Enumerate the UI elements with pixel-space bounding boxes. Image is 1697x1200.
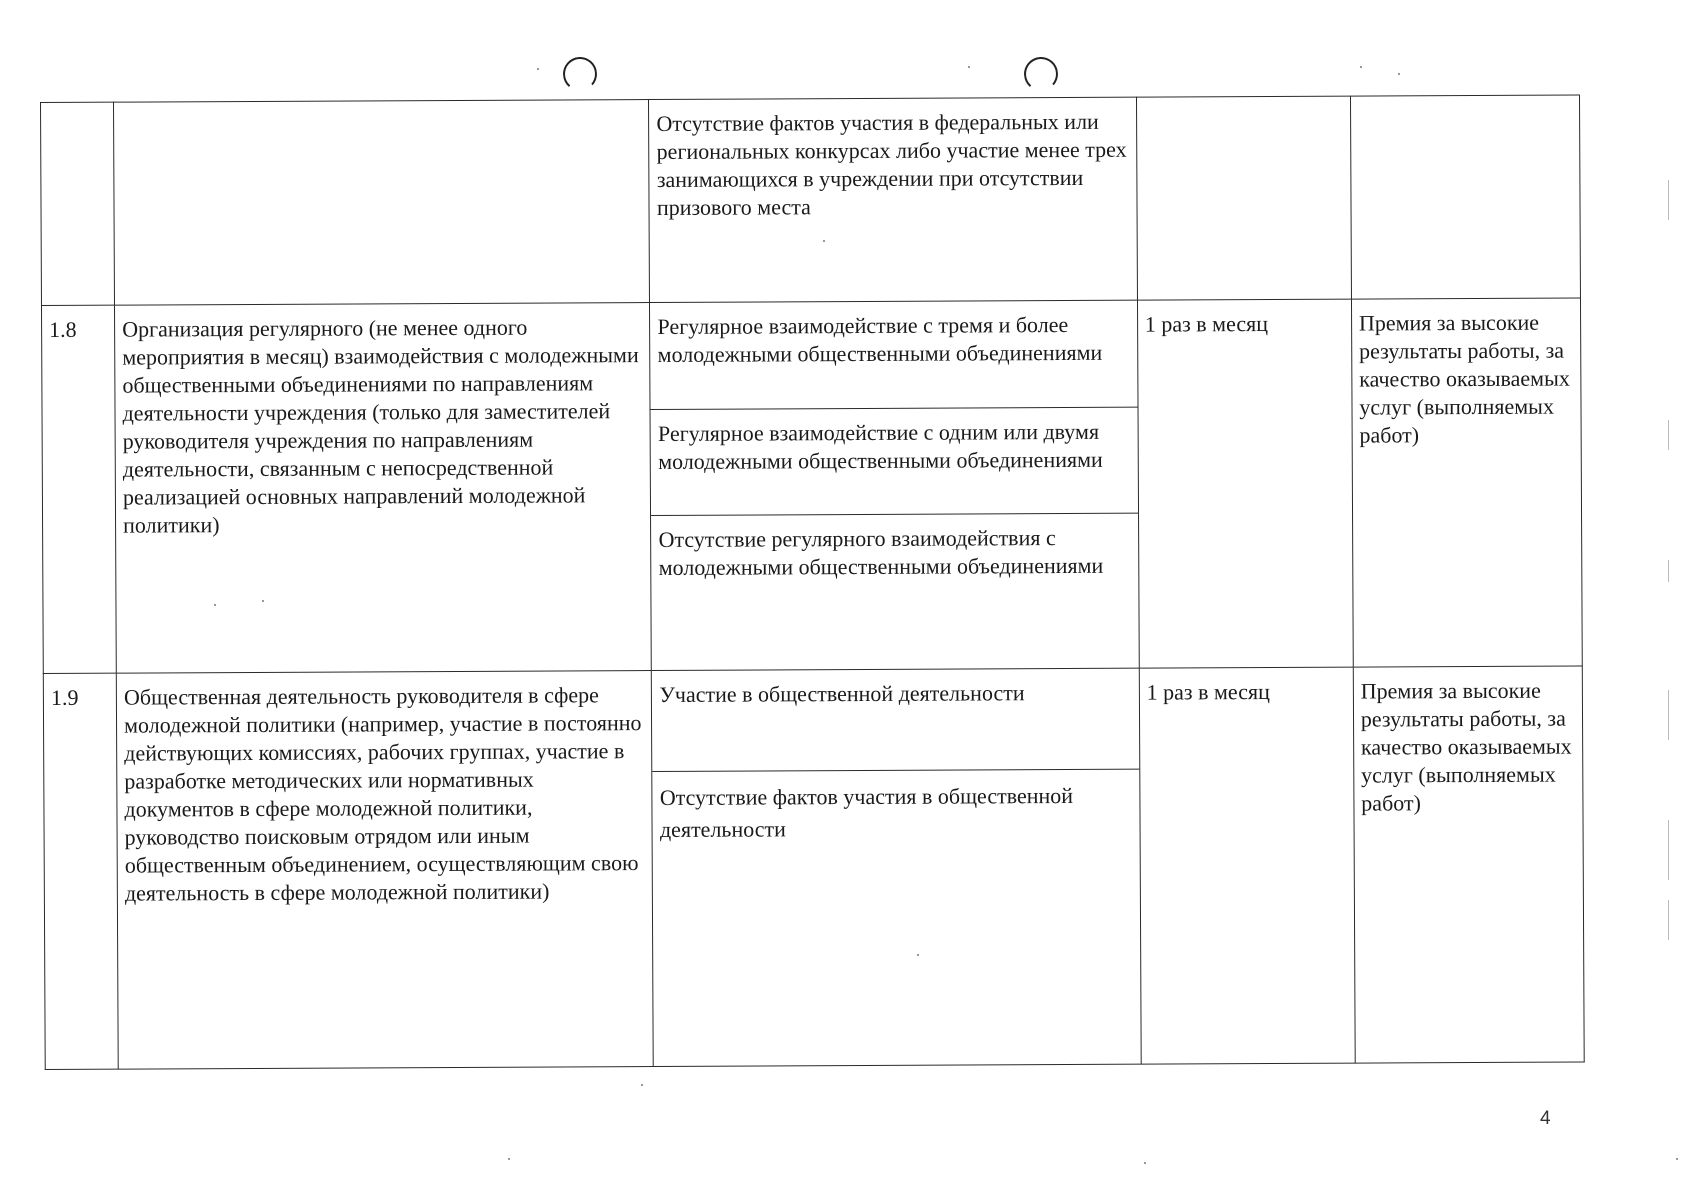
criterion-cell: Отсутствие регулярного взаимодействия с молодежными общественными объединениями — [658, 524, 1104, 580]
scan-speck — [537, 68, 539, 70]
scan-speck — [968, 66, 970, 68]
scan-speck — [1360, 66, 1362, 68]
scan-edge-mark — [1668, 820, 1669, 880]
scan-speck — [1676, 1158, 1678, 1160]
criterion-cell: Регулярное взаимодействие с одним или двумя молодежными общественными объединениями — [651, 407, 1138, 515]
punch-hole-left — [562, 56, 598, 92]
indicator-name-cell — [114, 100, 650, 306]
scan-edge-mark — [1668, 560, 1669, 582]
payment-cell: Премия за высокие результаты работы, за качество оказываемых услуг (выполняемых работ) — [1351, 298, 1582, 667]
scan-edge-mark — [1668, 420, 1669, 450]
criteria-table — [40, 94, 1585, 1070]
table-row — [41, 95, 1581, 306]
period-cell: 1 раз в месяц — [1137, 299, 1353, 668]
page-number: 4 — [1540, 1108, 1551, 1129]
scan-edge-mark — [1668, 900, 1669, 940]
scan-speck — [1398, 73, 1400, 75]
row-number-cell — [41, 102, 115, 305]
period-cell: 1 раз в месяц — [1139, 667, 1355, 1064]
criterion-cell: Отсутствие фактов участия в общественной деятельности — [659, 782, 1074, 842]
period-cell — [1136, 96, 1351, 300]
row-number-cell: 1.9 — [43, 673, 118, 1069]
criterion-cell: Отсутствие фактов участия в федеральных или региональных конкурсах либо участие менее трех занимающихся в учреждении при отсутствии призового места — [649, 97, 1137, 302]
payment-cell: Премия за высокие результаты работы, за качество оказываемых услуг (выполняемых работ) — [1353, 666, 1584, 1063]
indicator-name-cell: Организация регулярного (не менее одного мероприятия в месяц) взаимодействия с молодежными общественными объединениями по направлениям деятельности учреждения (только для заместителей руководителя учреждения по направлениям деятельности, связанным с непосредственной реализацией основных направлений молодежной политики) — [115, 303, 652, 674]
row-number-cell: 1.8 — [41, 305, 116, 673]
criteria-group — [652, 668, 1141, 1066]
table-row — [43, 666, 1584, 1070]
scan-speck — [508, 1158, 510, 1160]
indicator-name-cell: Общественная деятельность руководителя в сфере молодежной политики (например, участие в постоянно действующих комиссиях, рабочих группах, участие в разработке методических или нормативных документов в сфере молодежной политики, руководство поисковым отрядом или иным общественным объединением, осуществляющим свою деятельность в сфере молодежной политики) — [116, 671, 653, 1070]
scan-speck — [1144, 1162, 1146, 1164]
punch-hole-right — [1023, 56, 1059, 92]
criterion-cell: Регулярное взаимодействие с тремя и более молодежными общественными объединениями — [650, 301, 1137, 409]
scan-edge-mark — [1668, 690, 1669, 740]
scan-edge-mark — [1668, 180, 1669, 220]
scan-speck — [641, 1084, 643, 1086]
table-row — [41, 298, 1582, 674]
criteria-group — [650, 300, 1139, 670]
criterion-cell: Участие в общественной деятельности — [652, 669, 1139, 771]
payment-cell — [1350, 95, 1580, 299]
